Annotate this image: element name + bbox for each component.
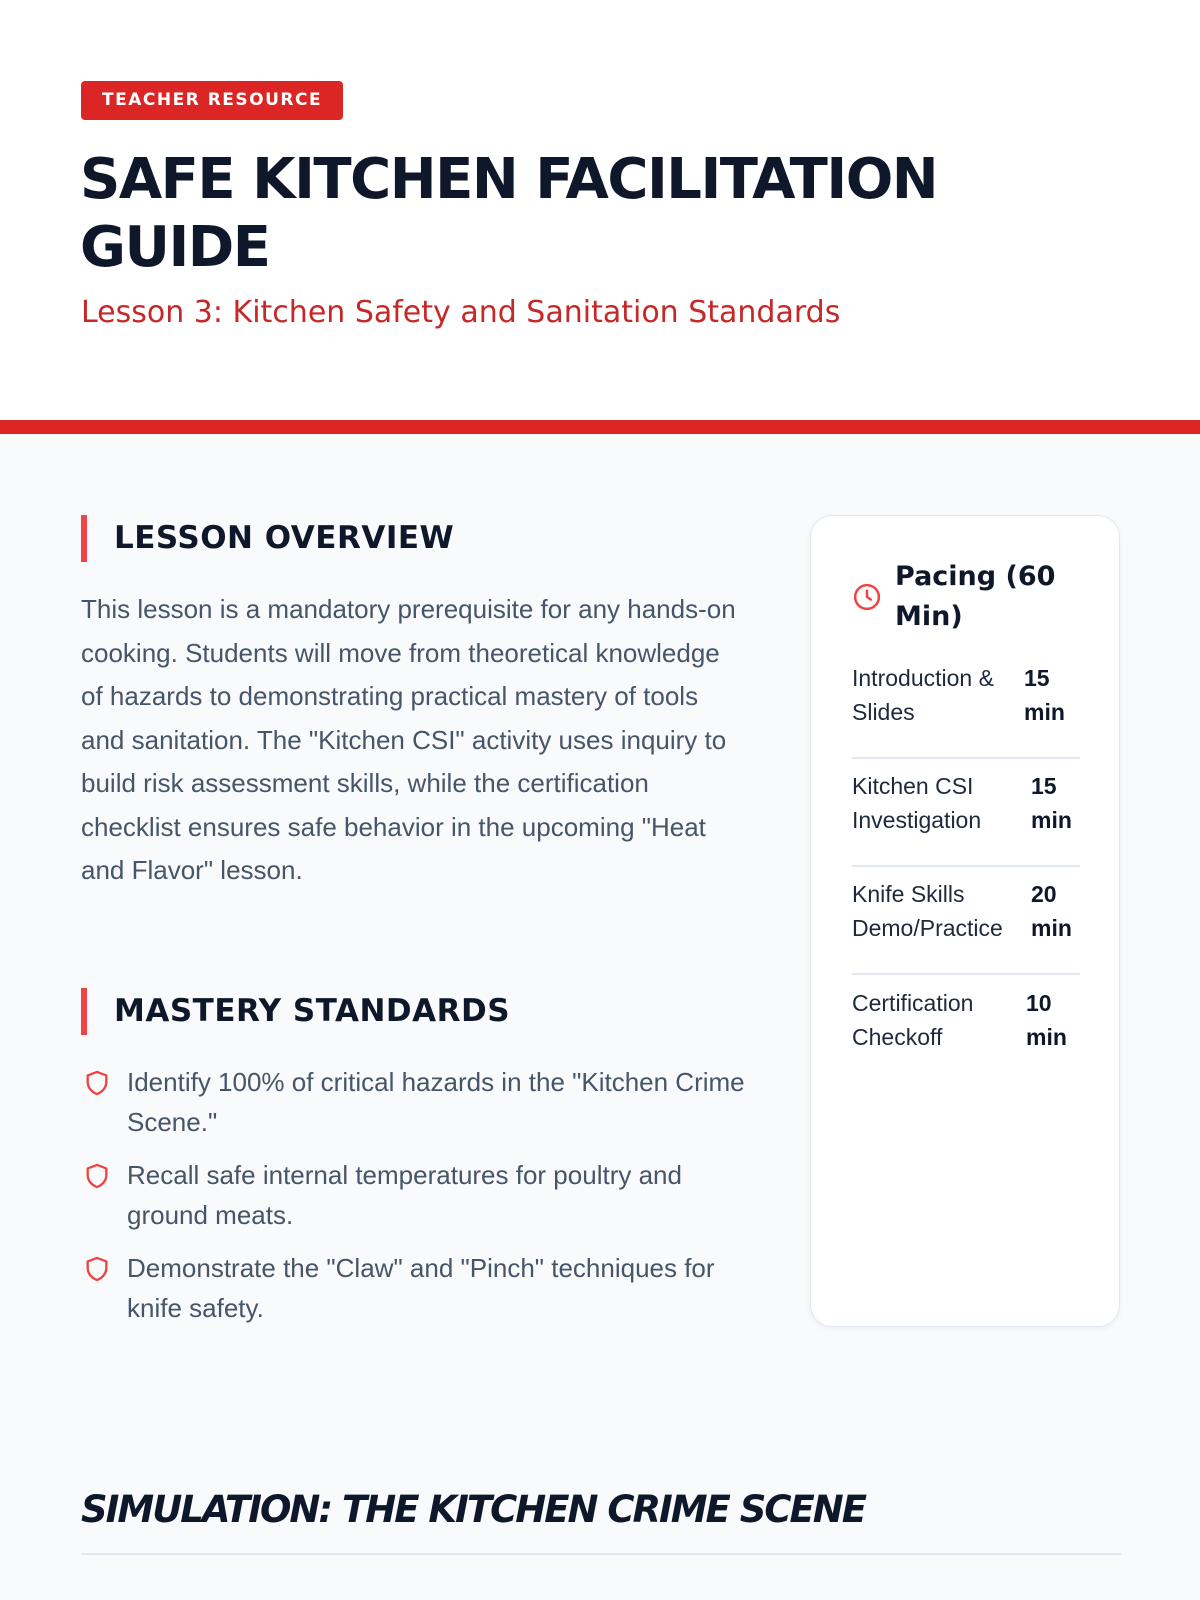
pacing-row [852, 661, 1080, 759]
simulation-heading: SIMULATION: THE KITCHEN CRIME SCENE [81, 1488, 866, 1531]
pacing-activity: Kitchen CSI Investigation [852, 773, 982, 833]
lesson-overview-heading: LESSON OVERVIEW [81, 515, 454, 562]
pacing-activity: Knife Skills Demo/Practice [852, 881, 1003, 941]
pacing-duration: 15 min [1024, 665, 1065, 725]
pacing-activity: Introduction & Slides [852, 665, 994, 725]
lesson-subtitle: Lesson 3: Kitchen Safety and Sanitation Standards [81, 295, 841, 330]
page-header [0, 0, 1200, 420]
shield-icon [83, 1161, 111, 1191]
pacing-activity: Certification Checkoff [852, 990, 974, 1050]
standard-text: Demonstrate the "Claw" and "Pinch" techniques for knife safety. [127, 1253, 715, 1323]
list-item [81, 1155, 761, 1235]
pacing-row [852, 986, 1080, 1066]
standard-text: Identify 100% of critical hazards in the "Kitchen Crime Scene." [127, 1067, 745, 1137]
lesson-overview-text: This lesson is a mandatory prerequisite for any hands-on cooking. Students will move from theoretical knowledge of hazards to demonstrating practical mastery of tools and sanitation. The "Kitchen CSI" activity uses inquiry to build risk assessment skills, while the certification checklist ensures safe behavior in the upcoming "Heat and Flavor" lesson. [81, 594, 736, 885]
pacing-duration: 20 min [1031, 881, 1072, 941]
pacing-row [852, 877, 1080, 975]
pacing-row [852, 769, 1080, 867]
simulation-divider [81, 1553, 1121, 1555]
list-item [81, 1248, 761, 1328]
shield-icon [83, 1254, 111, 1284]
shield-icon [83, 1068, 111, 1098]
pacing-title: Pacing (60 Min) [895, 561, 1056, 632]
header-divider [0, 420, 1200, 434]
pacing-duration: 15 min [1031, 773, 1072, 833]
pacing-card [810, 515, 1120, 1327]
mastery-standards-heading: MASTERY STANDARDS [81, 988, 510, 1035]
teacher-resource-badge: TEACHER RESOURCE [81, 81, 343, 120]
clock-icon [852, 582, 882, 612]
mastery-standards-list [81, 1062, 761, 1341]
list-item [81, 1062, 761, 1142]
standard-text: Recall safe internal temperatures for poultry and ground meats. [127, 1160, 682, 1230]
page-title: SAFE KITCHEN FACILITATION GUIDE [80, 147, 938, 280]
pacing-duration: 10 min [1026, 990, 1067, 1050]
